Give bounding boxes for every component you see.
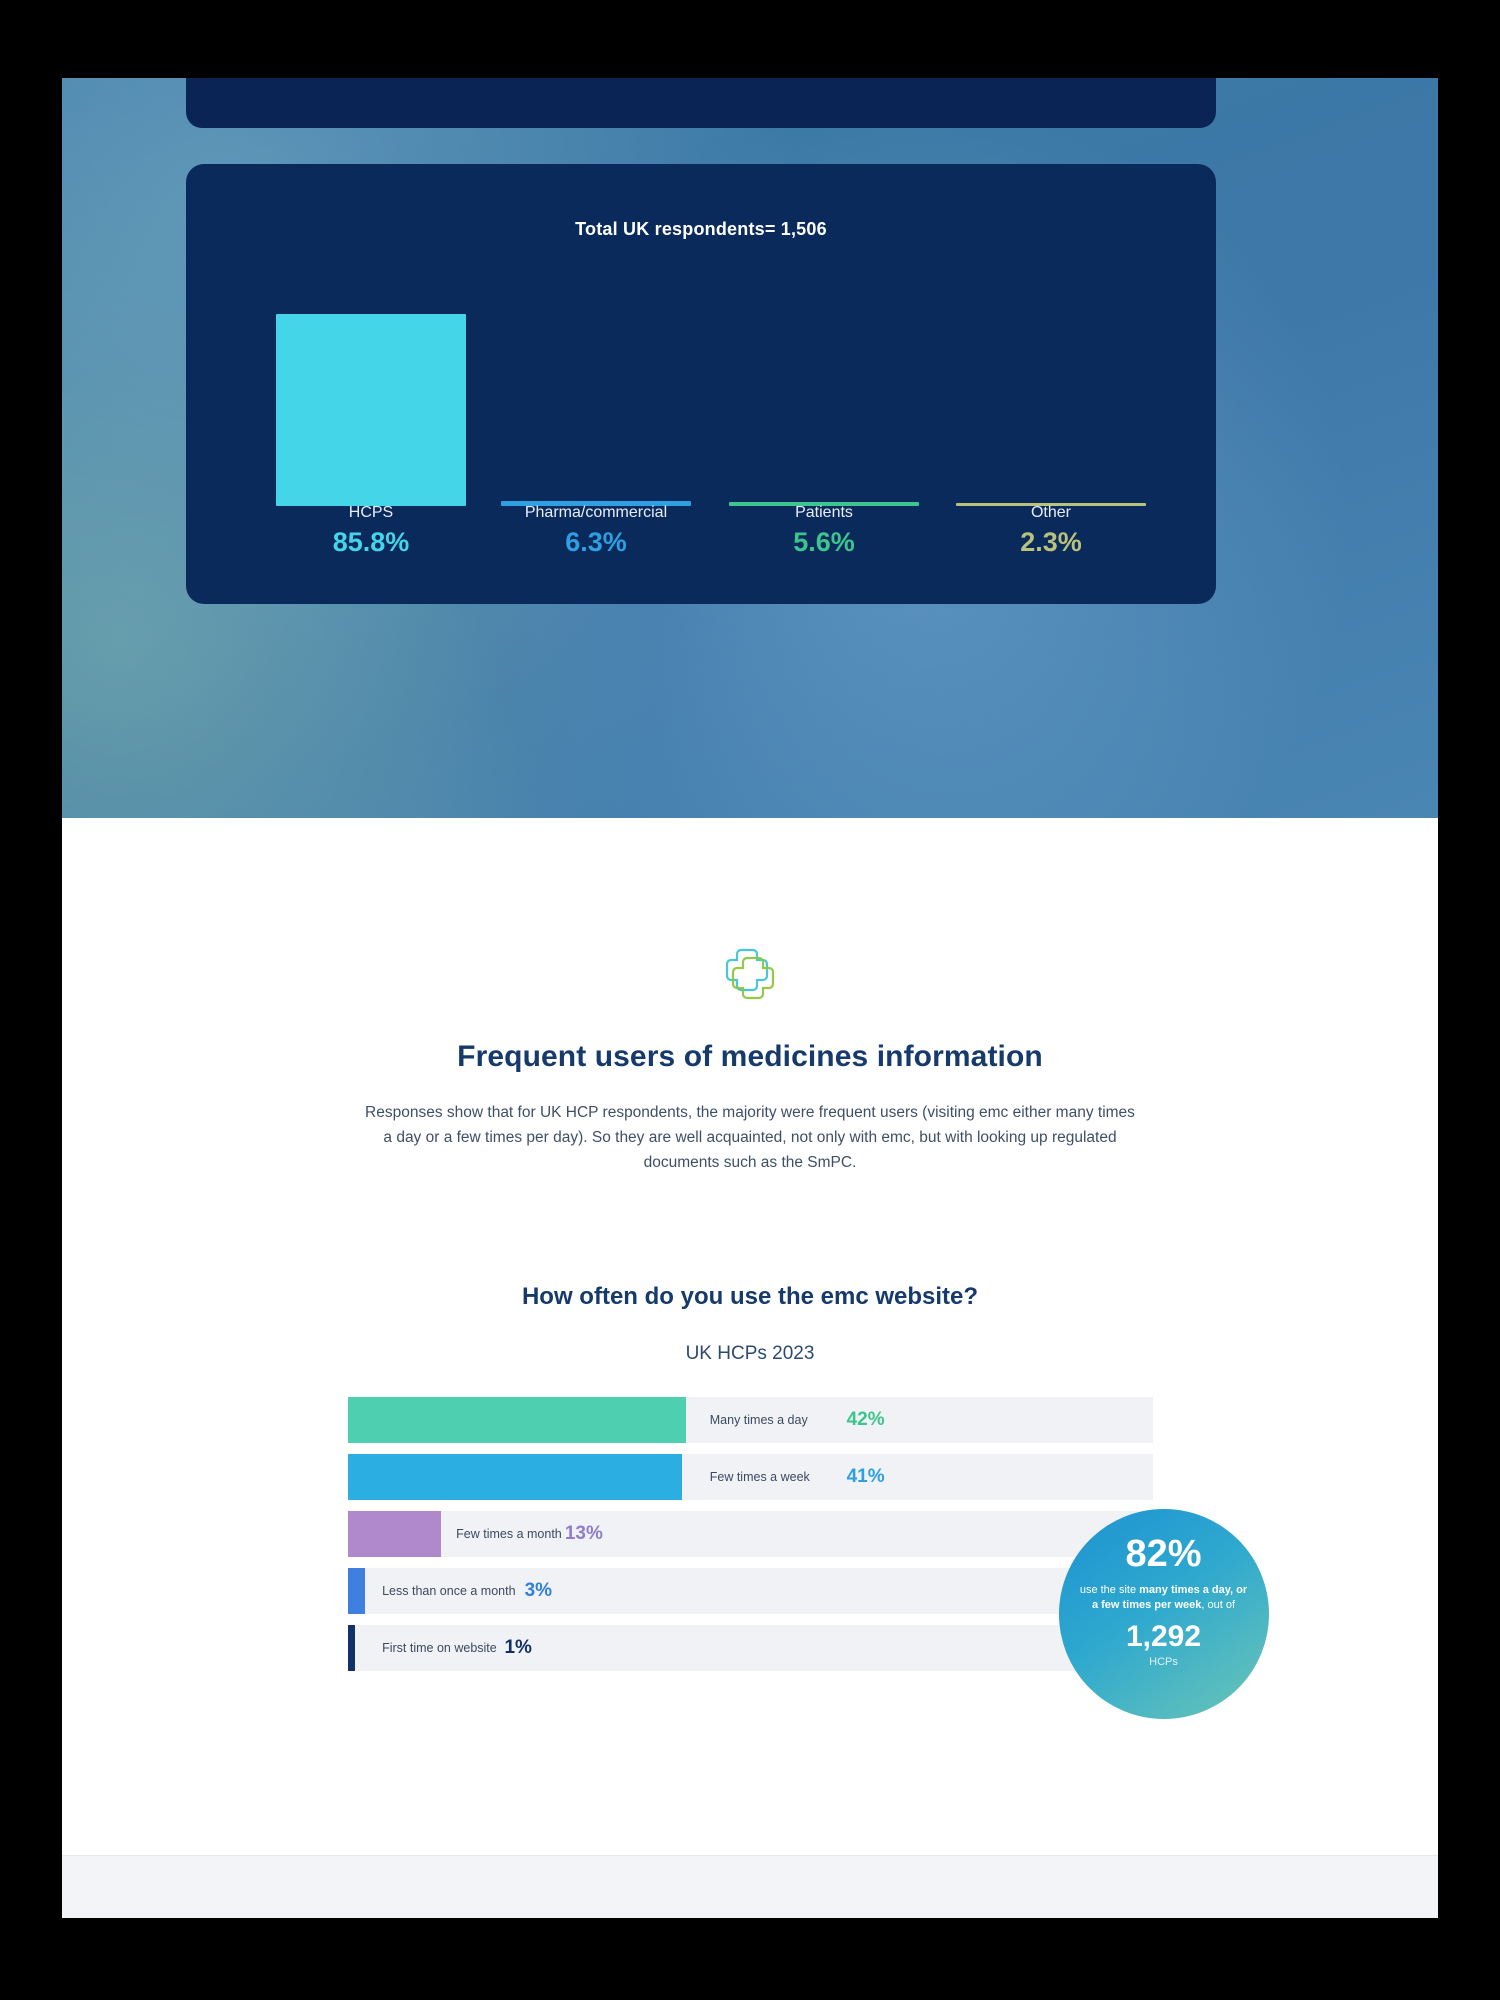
vbar-label-pharma: Pharma/commercial [524,503,668,521]
hero-section [62,78,1438,818]
usage-callout-badge [1059,1509,1269,1719]
bar-row-first-time-on-website [348,1625,1153,1671]
bar-fill-many-times-a-day [348,1397,686,1443]
bar-value-many-times-a-day: 42% [846,1409,885,1431]
bar-row-few-times-a-month [348,1511,1153,1557]
callout-description [1059,1583,1269,1613]
bar-label-few-times-a-week: Few times a week [709,1470,810,1485]
bar-fill-few-times-a-week [348,1454,682,1500]
bar-label-many-times-a-day: Many times a day [709,1413,808,1428]
section-body: Responses show that for UK HCP respondents, the majority were frequent users (visiting emc either many times a day or a few times per day). So they are well acquainted, not only with emc, but with looking up regulated documents such as the SmPC. [365,1104,1135,1172]
footer-strip [62,1855,1438,1918]
bar-value-first-time-on-website: 1% [504,1637,532,1659]
vbar-col-patients [729,504,919,558]
vbar-label-hcps: HCPS [348,503,394,521]
bar-label-less-than-once-a-month: Less than once a month [382,1584,516,1599]
callout-number: 1,292 [1125,1620,1202,1654]
vbar-hcps [276,314,466,506]
section-title: Frequent users of medicines information [457,1040,1043,1073]
usage-chart-title: How often do you use the emc website? [521,1283,979,1311]
usage-chart-subtitle: UK HCPs 2023 [685,1343,815,1365]
respondents-chart-card [186,164,1216,604]
vbar-value-hcps: 85.8% [332,527,410,558]
vbar-col-pharma [501,504,691,558]
callout-unit: HCPs [1149,1656,1178,1669]
document-page [62,78,1438,1918]
callout-line1-tail: , out of [1201,1599,1236,1612]
callout-line1: use the site [1079,1584,1137,1597]
callout-line1-bold: many times a day, or a few times per week [1091,1584,1248,1612]
bar-fill-less-than-once-a-month [348,1568,366,1614]
bar-value-few-times-a-week: 41% [846,1466,885,1488]
vbar-col-other [956,504,1146,558]
bar-row-less-than-once-a-month [348,1568,1153,1614]
emc-cross-logo-icon [715,938,785,1008]
callout-percent: 82% [1125,1533,1202,1576]
vbar-value-patients: 5.6% [793,527,855,558]
logo-wrap [62,938,1438,1008]
bar-label-first-time-on-website: First time on website [382,1641,497,1656]
bar-fill-few-times-a-month [348,1511,441,1557]
bar-row-few-times-a-week [348,1454,1153,1500]
vbar-label-other: Other [1030,503,1071,521]
respondents-chart-title: Total UK respondents= 1,506 [575,219,827,239]
vbar-col-hcps [276,504,466,558]
vbar-label-patients: Patients [795,503,853,521]
usage-bar-chart [348,1397,1248,1671]
bar-row-many-times-a-day [348,1397,1153,1443]
vbar-value-other: 2.3% [1020,527,1082,558]
bar-value-less-than-once-a-month: 3% [524,1580,553,1602]
bar-value-few-times-a-month: 13% [564,1523,603,1545]
vbar-value-pharma: 6.3% [565,527,627,558]
frequent-users-section [62,818,1438,1671]
bar-label-few-times-a-month: Few times a month [456,1527,562,1542]
bar-fill-first-time-on-website [348,1625,355,1671]
hero-top-card [186,78,1216,128]
